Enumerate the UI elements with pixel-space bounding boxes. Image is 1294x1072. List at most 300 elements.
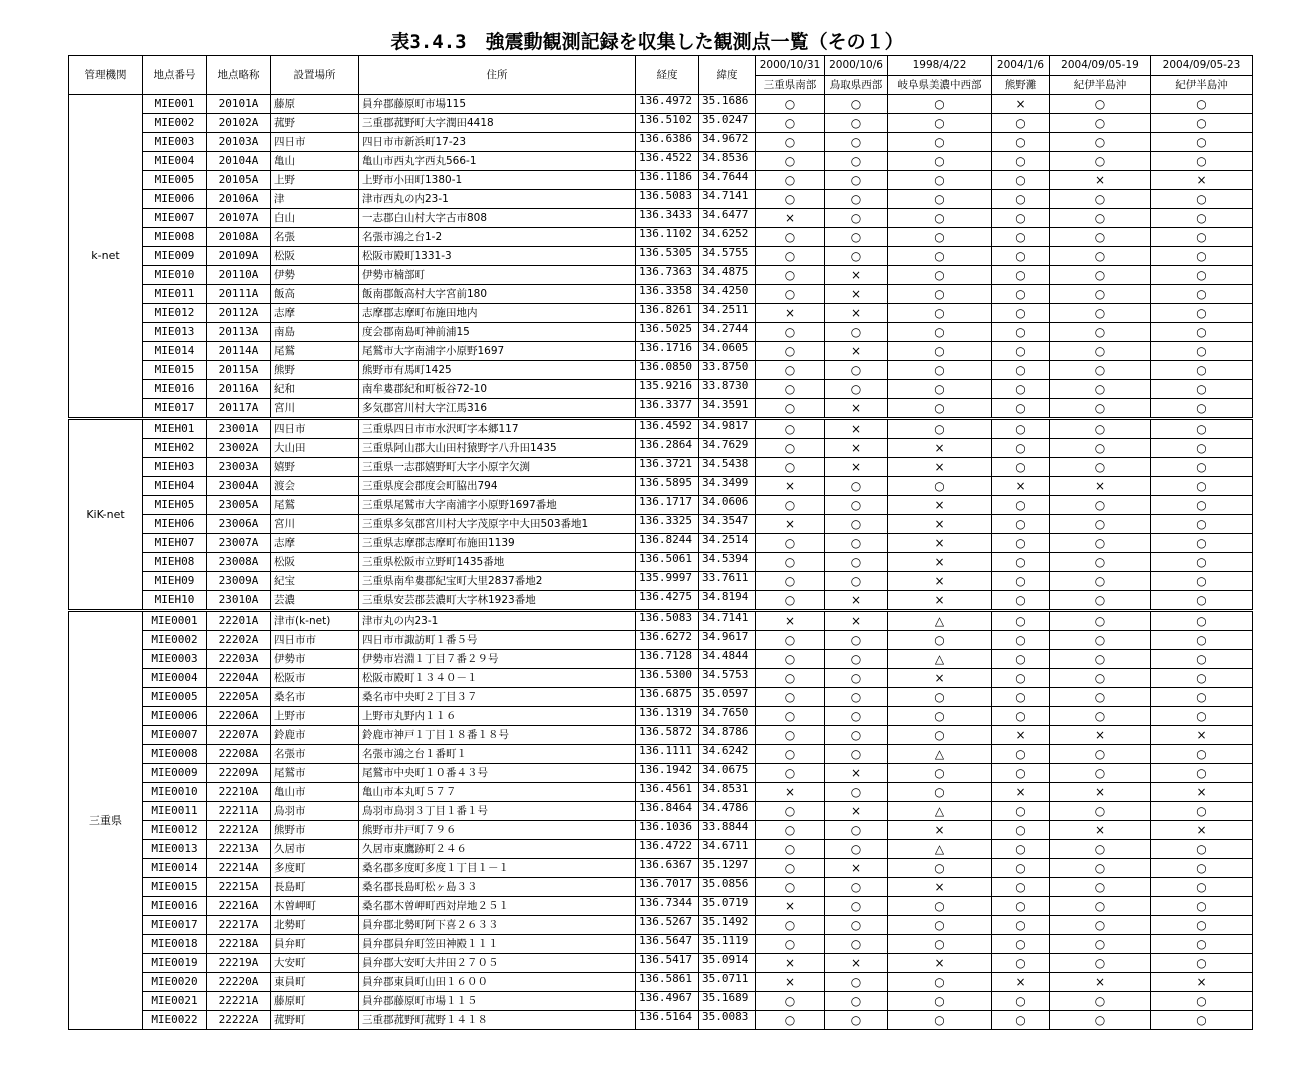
record-mark: ○ [1050, 992, 1151, 1011]
table-row [69, 323, 1253, 342]
record-mark: × [825, 764, 888, 783]
station-address: 名張市鴻之台１番町１ [359, 745, 636, 764]
record-mark: △ [888, 611, 992, 631]
record-mark: ○ [888, 707, 992, 726]
record-mark: ○ [1050, 611, 1151, 631]
table-row [69, 477, 1253, 496]
record-mark: ○ [1151, 515, 1253, 534]
record-mark: ○ [1151, 380, 1253, 399]
record-mark: ○ [888, 973, 992, 992]
record-mark: ○ [888, 399, 992, 419]
record-mark: ○ [992, 247, 1050, 266]
header-place: 設置場所 [271, 56, 359, 95]
station-latitude: 34.5438 [699, 458, 756, 477]
record-mark: ○ [825, 821, 888, 840]
record-mark: ○ [992, 1011, 1050, 1030]
station-code: MIE013 [143, 323, 207, 342]
station-latitude: 34.3591 [699, 399, 756, 419]
station-latitude: 34.7141 [699, 190, 756, 209]
record-mark: × [888, 954, 992, 973]
station-latitude: 34.0606 [699, 496, 756, 515]
record-mark: ○ [1151, 247, 1253, 266]
station-short-code: 23003A [207, 458, 271, 477]
station-longitude: 136.6367 [636, 859, 699, 878]
station-longitude: 136.5895 [636, 477, 699, 496]
record-mark: × [756, 897, 825, 916]
station-short-code: 22211A [207, 802, 271, 821]
record-mark: × [888, 515, 992, 534]
record-mark: ○ [1151, 611, 1253, 631]
record-mark: × [825, 419, 888, 439]
record-mark: ○ [888, 323, 992, 342]
station-place: 大安町 [271, 954, 359, 973]
station-latitude: 34.8194 [699, 591, 756, 611]
station-short-code: 23004A [207, 477, 271, 496]
table-row [69, 361, 1253, 380]
record-mark: ○ [888, 992, 992, 1011]
event-name: 紀伊半島沖 [1050, 75, 1151, 95]
record-mark: × [825, 802, 888, 821]
table-row [69, 515, 1253, 534]
station-code: MIE0012 [143, 821, 207, 840]
record-mark: ○ [1050, 114, 1151, 133]
station-place: 熊野市 [271, 821, 359, 840]
table-row [69, 399, 1253, 419]
station-longitude: 136.4522 [636, 152, 699, 171]
record-mark: ○ [888, 631, 992, 650]
record-mark: × [1151, 973, 1253, 992]
record-mark: ○ [1151, 745, 1253, 764]
record-mark: ○ [756, 572, 825, 591]
table-row [69, 572, 1253, 591]
record-mark: ○ [888, 380, 992, 399]
record-mark: × [888, 821, 992, 840]
station-latitude: 34.8531 [699, 783, 756, 802]
station-code: MIE0010 [143, 783, 207, 802]
station-code: MIE0008 [143, 745, 207, 764]
record-mark: ○ [888, 916, 992, 935]
record-mark: ○ [1151, 591, 1253, 611]
station-address: 亀山市西丸字西丸566-1 [359, 152, 636, 171]
record-mark: ○ [1151, 764, 1253, 783]
station-address: 桑名郡多度町多度１丁目１－１ [359, 859, 636, 878]
station-short-code: 20112A [207, 304, 271, 323]
record-mark: ○ [888, 897, 992, 916]
station-latitude: 34.5394 [699, 553, 756, 572]
station-address: 三重県尾鷲市大字南浦字小原野1697番地 [359, 496, 636, 515]
table-row [69, 342, 1253, 361]
record-mark: ○ [1151, 1011, 1253, 1030]
station-address: 津市西丸の内23-1 [359, 190, 636, 209]
station-latitude: 34.6477 [699, 209, 756, 228]
station-code: MIE002 [143, 114, 207, 133]
record-mark: × [1151, 821, 1253, 840]
station-longitude: 136.0850 [636, 361, 699, 380]
table-row [69, 821, 1253, 840]
station-code: MIE0003 [143, 650, 207, 669]
station-code: MIEH08 [143, 553, 207, 572]
station-longitude: 136.4275 [636, 591, 699, 611]
record-mark: × [992, 477, 1050, 496]
station-address: 伊勢市岩淵１丁目７番２９号 [359, 650, 636, 669]
station-place: 北勢町 [271, 916, 359, 935]
group-name: 三重県 [69, 611, 143, 1030]
record-mark: ○ [825, 361, 888, 380]
station-longitude: 135.9997 [636, 572, 699, 591]
station-address: 桑名郡長島町松ヶ島３３ [359, 878, 636, 897]
station-code: MIE0005 [143, 688, 207, 707]
record-mark: ○ [888, 361, 992, 380]
table-row [69, 992, 1253, 1011]
station-latitude: 34.4875 [699, 266, 756, 285]
record-mark: ○ [756, 916, 825, 935]
record-mark: ○ [1151, 419, 1253, 439]
station-latitude: 35.0856 [699, 878, 756, 897]
table-body [69, 95, 1253, 1030]
record-mark: ○ [825, 553, 888, 572]
station-code: MIE0006 [143, 707, 207, 726]
station-longitude: 136.5872 [636, 726, 699, 745]
station-latitude: 33.8750 [699, 361, 756, 380]
station-latitude: 34.9617 [699, 631, 756, 650]
record-mark: ○ [992, 745, 1050, 764]
record-mark: ○ [825, 572, 888, 591]
station-place: 紀宝 [271, 572, 359, 591]
record-mark: ○ [1050, 285, 1151, 304]
record-mark: × [756, 477, 825, 496]
station-latitude: 34.9672 [699, 133, 756, 152]
record-mark: ○ [825, 534, 888, 553]
station-place: 飯高 [271, 285, 359, 304]
record-mark: ○ [825, 95, 888, 114]
record-mark: × [756, 209, 825, 228]
table-row [69, 840, 1253, 859]
station-code: MIE016 [143, 380, 207, 399]
station-longitude: 136.1942 [636, 764, 699, 783]
header-code: 地点番号 [143, 56, 207, 95]
page-title: 表3.4.3 強震動観測記録を収集した観測点一覧（その１） [390, 31, 904, 53]
station-address: 三重県多気郡宮川村大字茂原字中大田503番地1 [359, 515, 636, 534]
record-mark: ○ [825, 380, 888, 399]
station-longitude: 136.1717 [636, 496, 699, 515]
station-code: MIE009 [143, 247, 207, 266]
group-name: k-net [69, 95, 143, 419]
record-mark: ○ [756, 171, 825, 190]
record-mark: ○ [1151, 878, 1253, 897]
record-mark: ○ [756, 553, 825, 572]
record-mark: ○ [992, 764, 1050, 783]
record-mark: ○ [992, 992, 1050, 1011]
station-short-code: 20107A [207, 209, 271, 228]
station-place: 菰野 [271, 114, 359, 133]
record-mark: ○ [1050, 247, 1151, 266]
station-latitude: 35.0914 [699, 954, 756, 973]
event-date: 2004/09/05-23 [1151, 56, 1253, 76]
record-mark: ○ [756, 992, 825, 1011]
station-latitude: 34.0675 [699, 764, 756, 783]
station-short-code: 22209A [207, 764, 271, 783]
table-row [69, 897, 1253, 916]
station-code: MIE0014 [143, 859, 207, 878]
station-short-code: 20115A [207, 361, 271, 380]
record-mark: ○ [825, 171, 888, 190]
record-mark: ○ [888, 477, 992, 496]
station-short-code: 20101A [207, 95, 271, 114]
record-mark: ○ [756, 439, 825, 458]
station-place: 上野 [271, 171, 359, 190]
station-longitude: 136.7128 [636, 650, 699, 669]
record-mark: ○ [825, 228, 888, 247]
station-latitude: 34.6711 [699, 840, 756, 859]
record-mark: ○ [992, 611, 1050, 631]
record-mark: ○ [756, 726, 825, 745]
station-place: 鈴鹿市 [271, 726, 359, 745]
record-mark: ○ [825, 247, 888, 266]
station-longitude: 136.8261 [636, 304, 699, 323]
record-mark: ○ [992, 439, 1050, 458]
table-row [69, 591, 1253, 611]
table-row [69, 209, 1253, 228]
record-mark: ○ [888, 764, 992, 783]
station-address: 松阪市殿町１３４０－１ [359, 669, 636, 688]
record-mark: ○ [888, 247, 992, 266]
table-row [69, 419, 1253, 439]
station-address: 員弁郡大安町大井田２７０５ [359, 954, 636, 973]
record-mark: ○ [1151, 840, 1253, 859]
record-mark: ○ [1151, 992, 1253, 1011]
station-place: 紀和 [271, 380, 359, 399]
record-mark: ○ [1151, 935, 1253, 954]
station-address: 度会郡南島町神前浦15 [359, 323, 636, 342]
record-mark: ○ [1151, 323, 1253, 342]
record-mark: ○ [825, 1011, 888, 1030]
record-mark: ○ [888, 285, 992, 304]
record-mark: ○ [888, 171, 992, 190]
table-row [69, 669, 1253, 688]
event-date: 2004/09/05-19 [1050, 56, 1151, 76]
table-row [69, 688, 1253, 707]
record-mark: × [1050, 783, 1151, 802]
record-mark: ○ [1050, 764, 1151, 783]
record-mark: ○ [1050, 342, 1151, 361]
station-longitude: 136.1716 [636, 342, 699, 361]
record-mark: ○ [756, 247, 825, 266]
record-mark: × [825, 458, 888, 477]
station-short-code: 23005A [207, 496, 271, 515]
record-mark: ○ [992, 631, 1050, 650]
station-code: MIE0002 [143, 631, 207, 650]
record-mark: ○ [825, 209, 888, 228]
table-row [69, 496, 1253, 515]
station-longitude: 136.5267 [636, 916, 699, 935]
station-longitude: 136.3358 [636, 285, 699, 304]
record-mark: ○ [756, 399, 825, 419]
record-mark: ○ [1151, 802, 1253, 821]
record-mark: ○ [825, 114, 888, 133]
station-latitude: 35.1119 [699, 935, 756, 954]
record-mark: ○ [825, 650, 888, 669]
station-longitude: 136.5102 [636, 114, 699, 133]
station-place: 尾鷲 [271, 342, 359, 361]
table-row [69, 133, 1253, 152]
station-place: 木曽岬町 [271, 897, 359, 916]
station-address: 三重県松阪市立野町1435番地 [359, 553, 636, 572]
station-address: 員弁郡東員町山田１６００ [359, 973, 636, 992]
event-name: 紀伊半島沖 [1151, 75, 1253, 95]
station-code: MIE012 [143, 304, 207, 323]
record-mark: ○ [1050, 591, 1151, 611]
station-latitude: 34.4844 [699, 650, 756, 669]
record-mark: × [756, 515, 825, 534]
record-mark: ○ [888, 190, 992, 209]
station-latitude: 34.6242 [699, 745, 756, 764]
station-address: 伊勢市楠部町 [359, 266, 636, 285]
station-latitude: 34.8786 [699, 726, 756, 745]
station-address: 熊野市井戸町７９６ [359, 821, 636, 840]
station-latitude: 33.8844 [699, 821, 756, 840]
record-mark: × [1151, 171, 1253, 190]
table-row [69, 228, 1253, 247]
station-place: 津 [271, 190, 359, 209]
station-short-code: 20117A [207, 399, 271, 419]
station-code: MIE0020 [143, 973, 207, 992]
station-short-code: 23001A [207, 419, 271, 439]
record-mark: ○ [825, 707, 888, 726]
record-mark: × [825, 591, 888, 611]
event-date: 2000/10/6 [825, 56, 888, 76]
record-mark: × [1050, 726, 1151, 745]
station-address: 尾鷲市大字南浦字小原野1697 [359, 342, 636, 361]
record-mark: ○ [1050, 650, 1151, 669]
station-place: 伊勢 [271, 266, 359, 285]
table-row [69, 380, 1253, 399]
record-mark: ○ [1151, 859, 1253, 878]
station-longitude: 136.4592 [636, 419, 699, 439]
station-latitude: 35.1492 [699, 916, 756, 935]
record-mark: ○ [1151, 342, 1253, 361]
record-mark: ○ [825, 688, 888, 707]
station-short-code: 22212A [207, 821, 271, 840]
station-address: 三重県度会郡度会町脇出794 [359, 477, 636, 496]
station-longitude: 136.6272 [636, 631, 699, 650]
record-mark: ○ [1151, 285, 1253, 304]
station-short-code: 20116A [207, 380, 271, 399]
station-place: 芸濃 [271, 591, 359, 611]
station-address: 三重郡菰野町菰野１４１８ [359, 1011, 636, 1030]
station-latitude: 34.5753 [699, 669, 756, 688]
station-latitude: 34.7644 [699, 171, 756, 190]
record-mark: ○ [992, 916, 1050, 935]
record-mark: ○ [1050, 935, 1151, 954]
station-address: 鳥羽市鳥羽３丁目１番１号 [359, 802, 636, 821]
table-row [69, 650, 1253, 669]
header-short: 地点略称 [207, 56, 271, 95]
record-mark: ○ [1050, 859, 1151, 878]
record-mark: ○ [992, 209, 1050, 228]
station-longitude: 136.2864 [636, 439, 699, 458]
record-mark: ○ [992, 515, 1050, 534]
record-mark: ○ [756, 419, 825, 439]
record-mark: ○ [888, 114, 992, 133]
record-mark: ○ [1050, 95, 1151, 114]
record-mark: × [825, 954, 888, 973]
record-mark: ○ [1050, 897, 1151, 916]
record-mark: ○ [825, 133, 888, 152]
record-mark: × [888, 878, 992, 897]
station-latitude: 35.0597 [699, 688, 756, 707]
station-latitude: 34.4250 [699, 285, 756, 304]
station-place: 上野市 [271, 707, 359, 726]
station-longitude: 135.9216 [636, 380, 699, 399]
station-address: 員弁郡北勢町阿下喜２６３３ [359, 916, 636, 935]
station-code: MIE0011 [143, 802, 207, 821]
event-name: 岐阜県美濃中西部 [888, 75, 992, 95]
record-mark: ○ [992, 458, 1050, 477]
station-code: MIEH01 [143, 419, 207, 439]
station-place: 多度町 [271, 859, 359, 878]
station-address: 三重郡菰野町大字潤田4418 [359, 114, 636, 133]
station-code: MIE001 [143, 95, 207, 114]
record-mark: ○ [825, 992, 888, 1011]
record-mark: ○ [825, 152, 888, 171]
header-lat: 緯度 [699, 56, 756, 95]
group-name: KiK-net [69, 419, 143, 611]
station-longitude: 136.5083 [636, 611, 699, 631]
table-row [69, 458, 1253, 477]
record-mark: ○ [1050, 916, 1151, 935]
station-place: 嬉野 [271, 458, 359, 477]
station-longitude: 136.6875 [636, 688, 699, 707]
station-short-code: 20102A [207, 114, 271, 133]
station-place: 鳥羽市 [271, 802, 359, 821]
record-mark: ○ [756, 859, 825, 878]
record-mark: ○ [1151, 209, 1253, 228]
station-address: 三重県志摩郡志摩町布施田1139 [359, 534, 636, 553]
station-short-code: 22206A [207, 707, 271, 726]
record-mark: ○ [1050, 572, 1151, 591]
station-latitude: 35.1689 [699, 992, 756, 1011]
station-code: MIE006 [143, 190, 207, 209]
record-mark: ○ [825, 935, 888, 954]
station-latitude: 34.2514 [699, 534, 756, 553]
station-address: 桑名市中央町２丁目３７ [359, 688, 636, 707]
station-longitude: 136.5861 [636, 973, 699, 992]
station-longitude: 136.3433 [636, 209, 699, 228]
record-mark: ○ [1050, 304, 1151, 323]
station-place: 尾鷲市 [271, 764, 359, 783]
record-mark: × [756, 304, 825, 323]
station-latitude: 34.0605 [699, 342, 756, 361]
record-mark: ○ [888, 783, 992, 802]
station-code: MIE0017 [143, 916, 207, 935]
record-mark: ○ [825, 897, 888, 916]
record-mark: × [825, 399, 888, 419]
station-longitude: 136.7363 [636, 266, 699, 285]
table-row [69, 439, 1253, 458]
station-address: 三重県阿山郡大山田村猿野字八升田1435 [359, 439, 636, 458]
record-mark: ○ [888, 342, 992, 361]
station-code: MIE0013 [143, 840, 207, 859]
record-mark: ○ [1151, 572, 1253, 591]
record-mark: ○ [1050, 228, 1151, 247]
record-mark: ○ [1050, 840, 1151, 859]
record-mark: ○ [825, 916, 888, 935]
station-address: 亀山市本丸町５７７ [359, 783, 636, 802]
record-mark: ○ [992, 553, 1050, 572]
station-short-code: 23008A [207, 553, 271, 572]
record-mark: ○ [1050, 190, 1151, 209]
station-place: 長島町 [271, 878, 359, 897]
